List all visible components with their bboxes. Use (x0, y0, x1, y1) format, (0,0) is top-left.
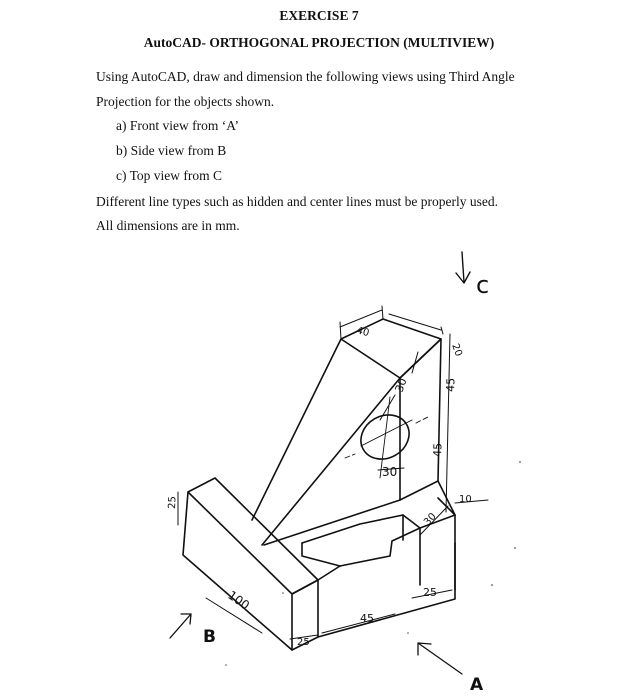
view-item-side: b) Side view from B (116, 143, 227, 158)
dim-slot-edge: 10 (459, 494, 472, 505)
dim-top-thickness: 20 (449, 342, 464, 358)
view-label-a: A (470, 675, 484, 695)
note-line-types: Different line types such as hidden and center lines must be properly used. (96, 194, 499, 209)
dim-foot-width: 25 (423, 586, 437, 599)
dim-upright-lower: 45 (431, 442, 445, 458)
scan-specks (225, 461, 521, 666)
intro-line-1: Using AutoCAD, draw and dimension the following views using Third Angle (96, 69, 515, 84)
exercise-heading: EXERCISE 7 (279, 8, 359, 23)
note-units: All dimensions are in mm. (96, 218, 240, 233)
base-right-foot (403, 481, 455, 590)
dim-slot-depth: 30 (422, 511, 439, 529)
dim-base-height: 25 (167, 495, 179, 510)
upright-member (252, 319, 441, 545)
dim-base-front: 25 (297, 637, 310, 648)
base-left-block (183, 478, 318, 650)
dim-base-length: 100 (225, 587, 253, 613)
view-item-top: c) Top view from C (116, 168, 223, 183)
view-arrow-c (456, 252, 470, 283)
intro-line-2: Projection for the objects shown. (96, 94, 275, 109)
view-arrow-a (418, 643, 462, 674)
dim-upright-upper: 45 (444, 377, 458, 393)
view-label-c: c (476, 271, 490, 299)
view-item-front: a) Front view from ‘A’ (116, 118, 239, 133)
dim-slot-width: 45 (360, 612, 374, 625)
view-label-b: B (203, 627, 216, 647)
view-arrow-b (170, 614, 191, 638)
dim-top-width: 40 (355, 325, 371, 340)
dim-hole-offset-upper: 30 (392, 376, 410, 395)
dim-hole-offset-side: 30 (382, 465, 398, 479)
exercise-subheading: AutoCAD- ORTHOGONAL PROJECTION (MULTIVIEW) (143, 35, 495, 50)
